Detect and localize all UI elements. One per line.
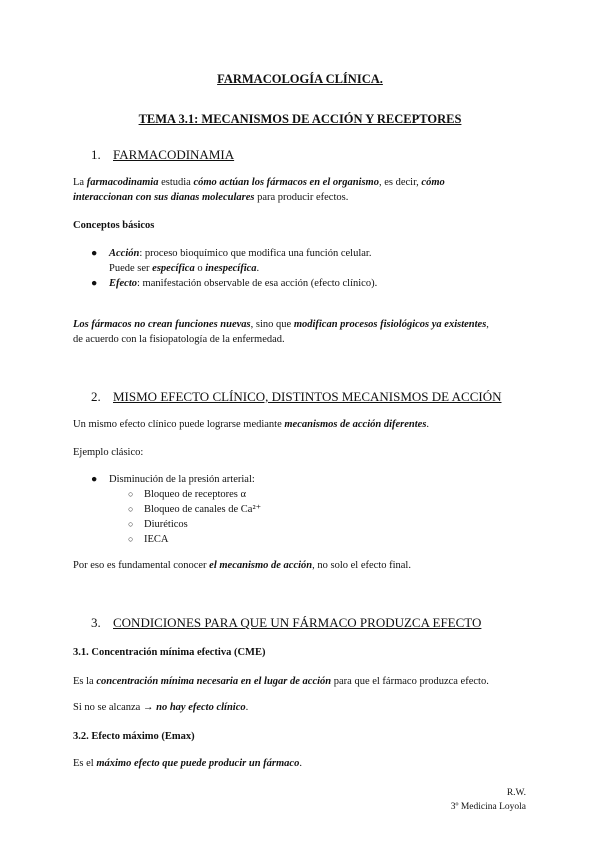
bullet-presion-arterial: ● Disminución de la presión arterial:: [91, 474, 255, 485]
section-number: 3.: [91, 615, 101, 630]
circle-bullet-icon: ○: [128, 504, 134, 514]
section-1-heading: [91, 147, 234, 163]
paragraph-no-alcanza: Si no se alcanza → no hay efecto clínico.: [73, 702, 249, 713]
bullet-icon: ●: [91, 248, 98, 259]
footer-author: R.W.: [506, 788, 526, 798]
bullet-icon: ●: [91, 278, 98, 289]
subitem-ieca: ○ IECA: [128, 534, 169, 545]
section-title: FARMACODINAMIA: [113, 147, 235, 162]
paragraph-cme: Es la concentración mínima necesaria en el lugar de acción para que el fármaco produzca efecto.: [73, 676, 489, 687]
paragraph-farmacodinamia-line1: La farmacodinamia estudia cómo actúan los fármacos en el organismo, es decir, cómo: [73, 177, 445, 188]
subsection-3-1-heading: 3.1. Concentración mínima efectiva (CME): [73, 647, 266, 658]
paragraph-farmacos-line1: Los fármacos no crean funciones nuevas, sino que modifican procesos fisiológicos ya existentes,: [73, 319, 489, 330]
circle-bullet-icon: ○: [128, 519, 134, 529]
section-2-heading: [91, 389, 501, 405]
paragraph-farmacodinamia-line2: interaccionan con sus dianas moleculares para producir efectos.: [73, 192, 349, 203]
ejemplo-clasico: Ejemplo clásico:: [73, 447, 144, 458]
footer-course: 3º Medicina Loyola: [450, 802, 526, 812]
bullet-efecto: ● Efecto: manifestación observable de esa acción (efecto clínico).: [91, 278, 378, 289]
document-title: FARMACOLOGÍA CLÍNICA.: [217, 72, 383, 86]
section-3-heading: [91, 615, 481, 631]
bullet-accion-line2: Puede ser específica o inespecífica.: [109, 263, 260, 274]
section-title: MISMO EFECTO CLÍNICO, DISTINTOS MECANISMOS DE ACCIÓN: [113, 389, 502, 404]
subitem-diureticos: ○ Diuréticos: [128, 519, 188, 530]
subsection-3-2-heading: 3.2. Efecto máximo (Emax): [73, 731, 195, 742]
document-subtitle: TEMA 3.1: MECANISMOS DE ACCIÓN Y RECEPTORES: [138, 112, 462, 126]
subitem-canales-calcio: ○ Bloqueo de canales de Ca²⁺: [128, 504, 262, 515]
section-title: CONDICIONES PARA QUE UN FÁRMACO PRODUZCA EFECTO: [113, 615, 482, 630]
paragraph-por-eso: Por eso es fundamental conocer el mecanismo de acción, no solo el efecto final.: [73, 560, 411, 571]
bullet-accion: ● Acción: proceso bioquímico que modifica una función celular.: [91, 248, 372, 259]
paragraph-emax: Es el máximo efecto que puede producir un fármaco.: [73, 758, 302, 769]
circle-bullet-icon: ○: [128, 489, 134, 499]
footer: [451, 786, 526, 814]
conceptos-basicos-heading: Conceptos básicos: [73, 220, 155, 231]
circle-bullet-icon: ○: [128, 534, 134, 544]
bullet-icon: ●: [91, 474, 98, 485]
section-number: 1.: [91, 147, 101, 162]
paragraph-mismo-efecto: Un mismo efecto clínico puede lograrse mediante mecanismos de acción diferentes.: [73, 419, 430, 430]
subitem-receptores: ○ Bloqueo de receptores α: [128, 489, 247, 500]
section-number: 2.: [91, 389, 101, 404]
paragraph-farmacos-line2: de acuerdo con la fisiopatología de la enfermedad.: [73, 334, 285, 345]
